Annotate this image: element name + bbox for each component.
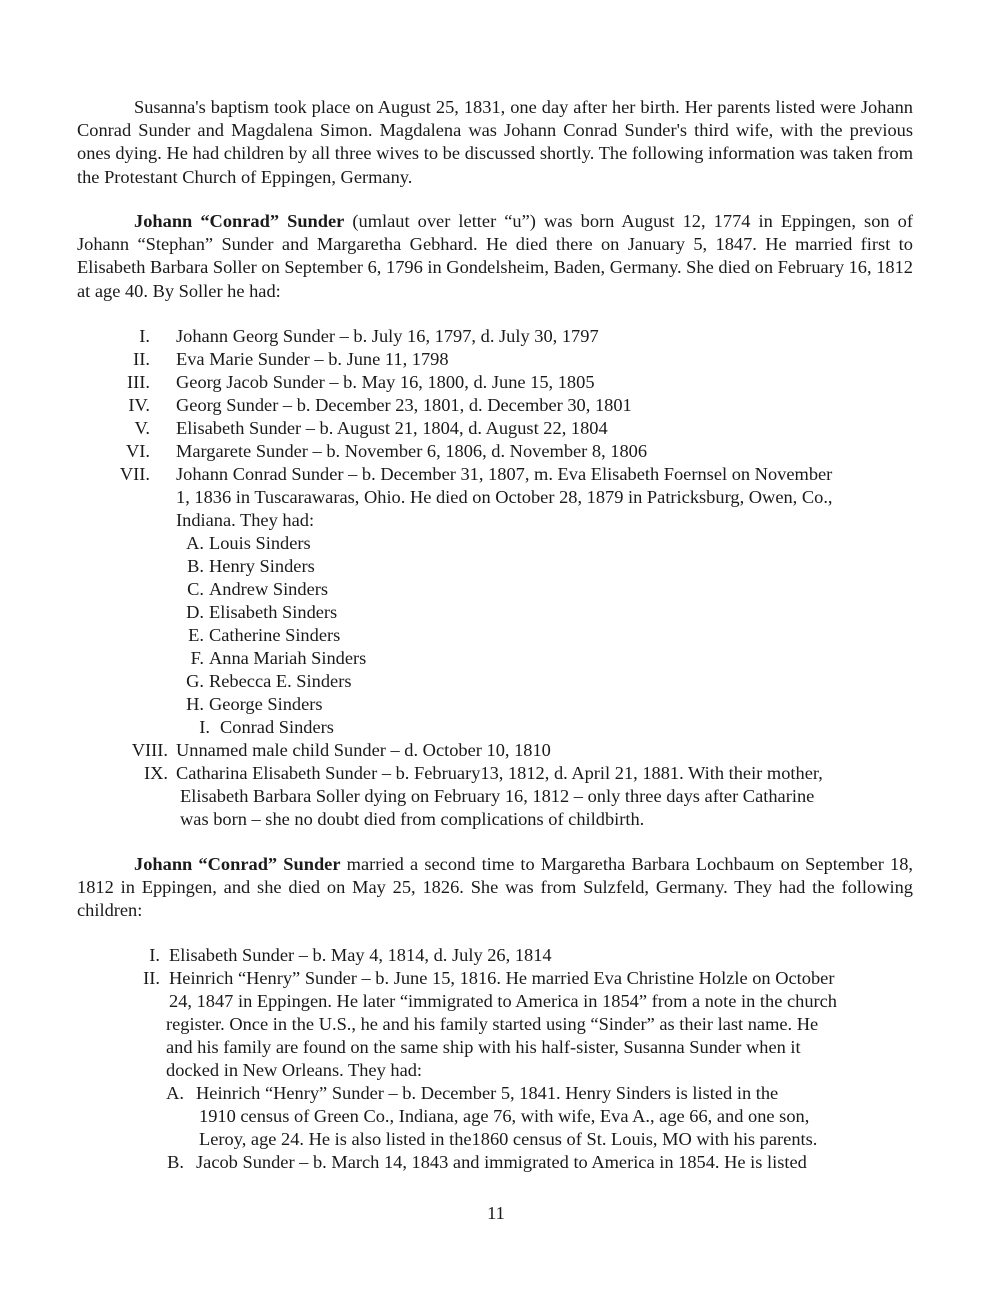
list-text-continued: 1, 1836 in Tuscarawaras, Ohio. He died on October 28, 1879 in Patricksburg, Owen, Co., <box>176 487 833 507</box>
list-letter: B. <box>187 556 204 576</box>
list-text: Conrad Sinders <box>220 717 334 737</box>
person-name-bold: Johann “Conrad” Sunder <box>134 854 341 874</box>
list-text-continued: Elisabeth Barbara Soller dying on February 16, 1812 – only three days after Catharine <box>180 786 815 806</box>
list-text: Heinrich “Henry” Sunder – b. December 5, 1841. Henry Sinders is listed in the <box>196 1083 779 1103</box>
list-text: Margarete Sunder – b. November 6, 1806, d. November 8, 1806 <box>176 441 648 461</box>
list-number: I. <box>149 945 160 965</box>
list-letter: E. <box>188 625 204 645</box>
list-number: V. <box>134 418 150 438</box>
paragraph-text: (umlaut over letter “u”) was born August 12, 1774 in Eppingen, son of Johann “Stephan” Sunder and Margaretha Gebhard. He died there on January 5, 1847. He married first to Elisabeth Barbara Soller on September 6, 1796 in Gondelsheim, Baden, Germany. She died on February 16, 1812 at age 40. By Soller he had: <box>77 211 913 301</box>
page-number: 11 <box>487 1203 505 1223</box>
list-text: Eva Marie Sunder – b. June 11, 1798 <box>176 349 449 369</box>
list-number: III. <box>127 372 150 392</box>
list-text: Unnamed male child Sunder – d. October 10, 1810 <box>176 740 551 760</box>
list-text: Elisabeth Sunder – b. May 4, 1814, d. July 26, 1814 <box>169 945 552 965</box>
paragraph-johann-conrad <box>77 210 913 303</box>
list-text: Johann Conrad Sunder – b. December 31, 1807, m. Eva Elisabeth Foernsel on November <box>176 464 833 484</box>
list-text-continued: Indiana. They had: <box>176 510 315 530</box>
list-number: II. <box>143 968 160 988</box>
list-text: Jacob Sunder – b. March 14, 1843 and immigrated to America in 1854. He is listed <box>196 1152 807 1172</box>
list-text-continued: and his family are found on the same ship with his half-sister, Susanna Sunder when it <box>166 1037 801 1057</box>
list-letter: G. <box>186 671 204 691</box>
list-number: VI. <box>125 441 150 461</box>
list-letter: D. <box>186 602 204 622</box>
list-text: Heinrich “Henry” Sunder – b. June 15, 1816. He married Eva Christine Holzle on October <box>169 968 835 988</box>
list-text: Andrew Sinders <box>209 579 329 599</box>
list-letter: B. <box>167 1152 184 1172</box>
list-text: Catharina Elisabeth Sunder – b. February13, 1812, d. April 21, 1881. With their mother, <box>176 763 823 783</box>
list-text: Henry Sinders <box>209 556 315 576</box>
person-name-bold: Johann “Conrad” Sunder <box>134 211 345 231</box>
list-text: Catherine Sinders <box>209 625 341 645</box>
list-number: II. <box>133 349 150 369</box>
list-text: Elisabeth Sinders <box>209 602 338 622</box>
list-text: Louis Sinders <box>209 533 311 553</box>
list-letter: H. <box>186 694 204 714</box>
list-number: IV. <box>128 395 150 415</box>
list-text: Elisabeth Sunder – b. August 21, 1804, d. August 22, 1804 <box>176 418 608 438</box>
paragraph-susanna-baptism: Susanna's baptism took place on August 25, 1831, one day after her birth. Her parents listed were Johann Conrad Sunder and Magdalena Simon. Magdalena was Johann Conrad Sunder's third wife, with the previous ones dying. He had children by all three wives to be discussed shortly. The following information was taken from the Protestant Church of Eppingen, Germany. <box>77 97 913 187</box>
list-letter: A. <box>166 1083 184 1103</box>
list-text: Georg Jacob Sunder – b. May 16, 1800, d. June 15, 1805 <box>176 372 595 392</box>
list-text: George Sinders <box>209 694 323 714</box>
paragraph-second-marriage <box>77 853 913 923</box>
list-number: I. <box>139 326 150 346</box>
list-number: VII. <box>119 464 150 484</box>
list-text-continued: was born – she no doubt died from complications of childbirth. <box>180 809 645 829</box>
list-number: VIII. <box>131 740 168 760</box>
list-text-continued: 1910 census of Green Co., Indiana, age 76, with wife, Eva A., age 66, and one son, <box>199 1106 810 1126</box>
list-text-continued: 24, 1847 in Eppingen. He later “immigrated to America in 1854” from a note in the church <box>169 991 837 1011</box>
paragraph-text: married a second time to Margaretha Barbara Lochbaum on September 18, 1812 in Eppingen, and she died on May 25, 1826. She was from Sulzfeld, Germany. They had the following children: <box>77 854 913 921</box>
list-text-continued: register. Once in the U.S., he and his family started using “Sinder” as their last name. He <box>166 1014 819 1034</box>
list-letter: I. <box>199 717 210 737</box>
list-text: Anna Mariah Sinders <box>209 648 367 668</box>
list-letter: A. <box>186 533 204 553</box>
list-letter: F. <box>190 648 204 668</box>
list-text: Rebecca E. Sinders <box>209 671 352 691</box>
list-text-continued: docked in New Orleans. They had: <box>166 1060 423 1080</box>
list-text-continued: Leroy, age 24. He is also listed in the1860 census of St. Louis, MO with his parents. <box>199 1129 818 1149</box>
list-text: Johann Georg Sunder – b. July 16, 1797, d. July 30, 1797 <box>176 326 599 346</box>
list-text: Georg Sunder – b. December 23, 1801, d. December 30, 1801 <box>176 395 632 415</box>
list-letter: C. <box>187 579 204 599</box>
list-number: IX. <box>143 763 168 783</box>
